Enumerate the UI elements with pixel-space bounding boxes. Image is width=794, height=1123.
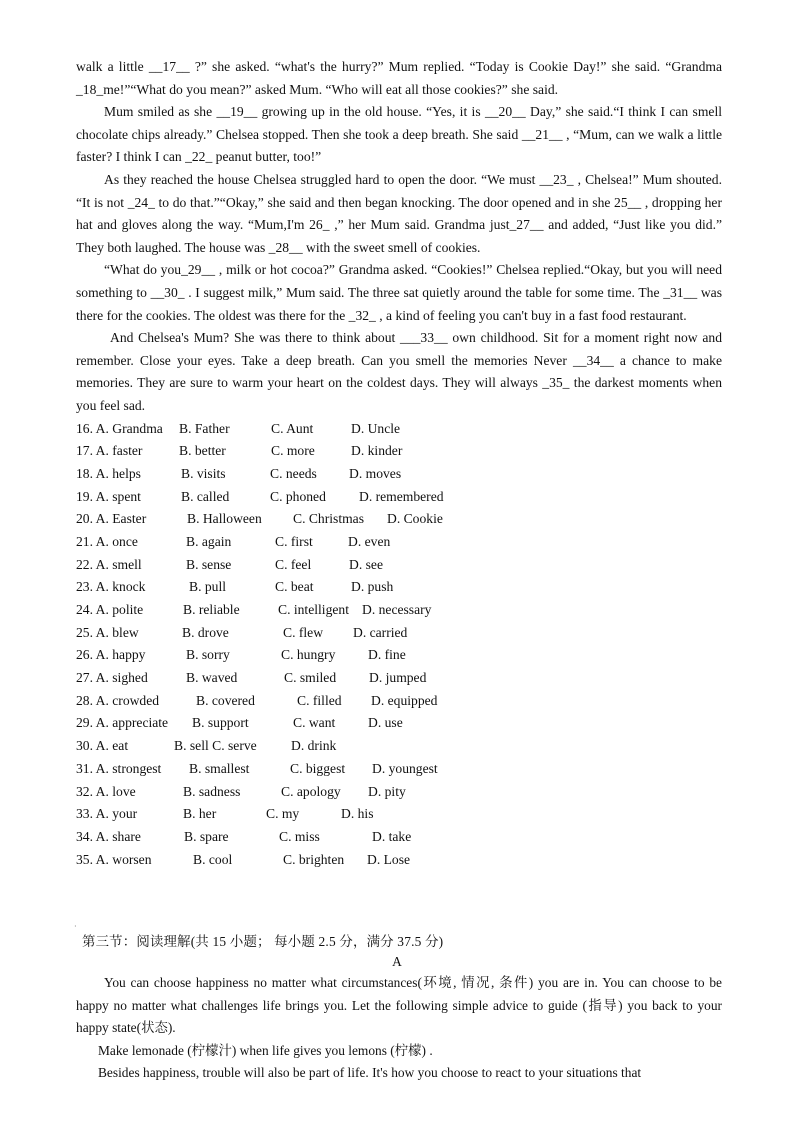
- option-choice: B. Halloween: [187, 511, 262, 527]
- option-choice: B. covered: [196, 692, 255, 708]
- option-choice: D. moves: [349, 465, 402, 481]
- option-choice: 28. A. crowded: [76, 692, 160, 708]
- option-choice: B. better: [179, 443, 226, 459]
- option-choice: D. see: [349, 556, 383, 572]
- option-choice: D. Cookie: [387, 511, 443, 527]
- option-choice: C. flew: [283, 624, 324, 640]
- answer-options-list: [76, 418, 722, 872]
- passage-paragraph-2: Make lemonade (柠檬汁) when life gives you lemons (柠檬) .: [98, 1042, 433, 1058]
- option-choice: D. push: [351, 579, 394, 595]
- cloze-paragraph-2: Mum smiled as she __19__ growing up in the old house. “Yes, it is __20__ Day,” she said.“I think I can smell chocolate chips already.” Chelsea stopped. Then she took a deep breath. She said __21__ , “Mum, can we walk a little faster? I think I can _22_ peanut butter, too!”: [76, 104, 722, 165]
- option-choice: D. jumped: [369, 670, 427, 686]
- option-choice: B. her: [183, 806, 217, 822]
- option-choice: C. brighten: [283, 851, 345, 867]
- option-choice: B. smallest: [189, 760, 250, 776]
- option-choice: C. want: [293, 715, 336, 731]
- option-choice: C. intelligent: [278, 602, 349, 617]
- option-choice: C. more: [271, 443, 315, 459]
- question-option-row: [76, 758, 722, 781]
- option-choice: B. drove: [182, 624, 229, 640]
- cloze-paragraph-3: As they reached the house Chelsea struggled hard to open the door. “We must __23_ , Chelsea!” Mum shouted. “It is not _24_ to do that.”“Okay,” she said and then began knocking. The door opened and in she 25__ , dropping her hat and gloves along the way. “Mum,I'm 26_ ,” her Mum said. Grandma just_27__ and added, “Just like you did.” They both laughed. The house was _28__ with the sweet smell of cookies.: [76, 171, 722, 255]
- option-choice: 18. A. helps: [76, 465, 141, 481]
- question-option-row: [76, 803, 722, 826]
- option-choice: 24. A. polite: [76, 602, 144, 617]
- option-choice: 17. A. faster: [76, 443, 143, 459]
- option-choice: C. biggest: [290, 760, 346, 776]
- question-option-row: [76, 735, 722, 758]
- option-choice: 29. A. appreciate: [76, 715, 169, 731]
- option-choice: 30. A. eat: [76, 738, 129, 754]
- option-choice: D. take: [372, 828, 412, 844]
- option-choice: 25. A. blew: [76, 624, 139, 640]
- option-choice: D. equipped: [371, 692, 438, 708]
- question-option-row: [76, 508, 722, 531]
- option-choice: D. remembered: [359, 488, 444, 504]
- option-choice: D. fine: [368, 647, 406, 663]
- option-choice: C. first: [275, 533, 313, 549]
- option-choice: C. beat: [275, 579, 314, 595]
- question-option-row: [76, 440, 722, 463]
- option-choice: B. sense: [186, 556, 232, 572]
- question-option-row: [76, 599, 722, 622]
- passage-paragraph-3: Besides happiness, trouble will also be part of life. It's how you choose to react to your situations that: [98, 1065, 642, 1081]
- option-choice: C. Aunt: [271, 420, 314, 436]
- option-choice: D. carried: [353, 624, 408, 640]
- option-choice: 21. A. once: [76, 533, 138, 549]
- option-choice: D. use: [368, 715, 403, 731]
- cloze-paragraph-5: And Chelsea's Mum? She was there to think about ___33__ own childhood. Sit for a moment right now and remember. Close your eyes. Take a deep breath. Can you smell the memories Never __34__ a chance to make memories. They are sure to warm your heart on the coldest days. They will always _35_ the darkest moments when you feel sad.: [76, 330, 722, 413]
- question-option-row: [76, 781, 722, 804]
- option-choice: D. kinder: [351, 443, 403, 459]
- option-choice: B. waved: [186, 670, 238, 686]
- option-choice: 33. A. your: [76, 806, 138, 822]
- question-option-row: [76, 849, 722, 872]
- option-choice: C. hungry: [281, 647, 336, 663]
- question-option-row: [76, 531, 722, 554]
- option-choice: 20. A. Easter: [76, 511, 147, 527]
- option-choice: 26. A. happy: [76, 647, 146, 663]
- option-choice: C. Christmas: [293, 511, 364, 527]
- question-option-row: [76, 826, 722, 849]
- option-choice: C. feel: [275, 556, 312, 572]
- option-choice: C. phoned: [270, 488, 326, 504]
- question-option-row: [76, 644, 722, 667]
- question-option-row: [76, 622, 722, 645]
- option-choice: B. support: [192, 715, 249, 731]
- option-choice: B. sorry: [186, 647, 230, 663]
- option-choice: C. my: [266, 806, 300, 822]
- option-choice: B. again: [186, 533, 232, 549]
- question-option-row: [76, 667, 722, 690]
- option-choice: D. Lose: [367, 851, 411, 867]
- question-option-row: [76, 690, 722, 713]
- option-choice: 23. A. knock: [76, 579, 146, 595]
- question-option-row: [76, 554, 722, 577]
- option-choice: B. reliable: [183, 602, 240, 617]
- option-choice: 31. A. strongest: [76, 760, 162, 776]
- option-choice: C. filled: [297, 692, 342, 708]
- option-choice: D. his: [341, 806, 374, 822]
- section-header: 第三节：阅读理解(共 15 小题； 每小题 2.5 分，满分 37.5 分): [82, 934, 444, 949]
- option-choice: B. Father: [179, 420, 230, 436]
- option-choice: D. youngest: [372, 760, 438, 776]
- question-option-row: [76, 712, 722, 735]
- passage-paragraph-1: You can choose happiness no matter what circumstances(环境, 情况, 条件) you are in. You can choose to be happy no matter what challenges life brings you. Let the following simple advice to guide (指导) you back to your happy state(状态).: [76, 975, 722, 1036]
- option-choice: B. called: [181, 488, 230, 504]
- option-choice: C. miss: [279, 828, 320, 844]
- option-choice: C. smiled: [284, 670, 337, 686]
- question-option-row: [76, 576, 722, 599]
- option-choice: D. even: [348, 533, 391, 549]
- option-choice: C. needs: [270, 465, 317, 481]
- cloze-paragraph-4: “What do you_29__ , milk or hot cocoa?” Grandma asked. “Cookies!” Chelsea replied.“Okay, but you will need something to __30_ . I suggest milk,” Mum said. The three sat quietly around the table for some time. The _31__ was there for the cookies. The oldest was there for the _32_ , a kind of feeling you can't buy in a fast food restaurant.: [76, 262, 722, 323]
- option-choice: C. apology: [281, 783, 341, 799]
- option-choice: 27. A. sighed: [76, 670, 148, 686]
- option-choice: 19. A. spent: [76, 488, 141, 504]
- option-choice: 32. A. love: [76, 783, 136, 799]
- option-choice: D. pity: [368, 783, 406, 799]
- option-choice: B. spare: [184, 828, 229, 844]
- option-choice: B. sell C. serve: [174, 738, 257, 754]
- question-option-row: [76, 418, 722, 441]
- option-choice: 35. A. worsen: [76, 851, 152, 867]
- option-choice: 16. A. Grandma: [76, 420, 163, 436]
- cloze-paragraph-1: walk a little __17__ ?” she asked. “what's the hurry?” Mum replied. “Today is Cookie Day!” she said. “Grandma _18_me!”“What do you mean?” asked Mum. “Who will eat all those cookies?” she said.: [76, 59, 722, 97]
- passage-letter: A: [392, 954, 402, 969]
- option-choice: 22. A. smell: [76, 556, 142, 572]
- cloze-passage: [76, 56, 722, 871]
- option-choice: B. visits: [181, 465, 226, 481]
- option-choice: 34. A. share: [76, 828, 141, 844]
- question-option-row: [76, 463, 722, 486]
- divider-mark: ·: [74, 922, 77, 931]
- option-choice: B. sadness: [183, 783, 241, 799]
- option-choice: D. necessary: [362, 602, 432, 617]
- option-choice: D. Uncle: [351, 420, 401, 436]
- option-choice: B. pull: [189, 579, 227, 595]
- option-choice: B. cool: [193, 851, 233, 867]
- reading-passage-a: [76, 972, 722, 1085]
- question-option-row: [76, 486, 722, 509]
- option-choice: D. drink: [291, 738, 337, 754]
